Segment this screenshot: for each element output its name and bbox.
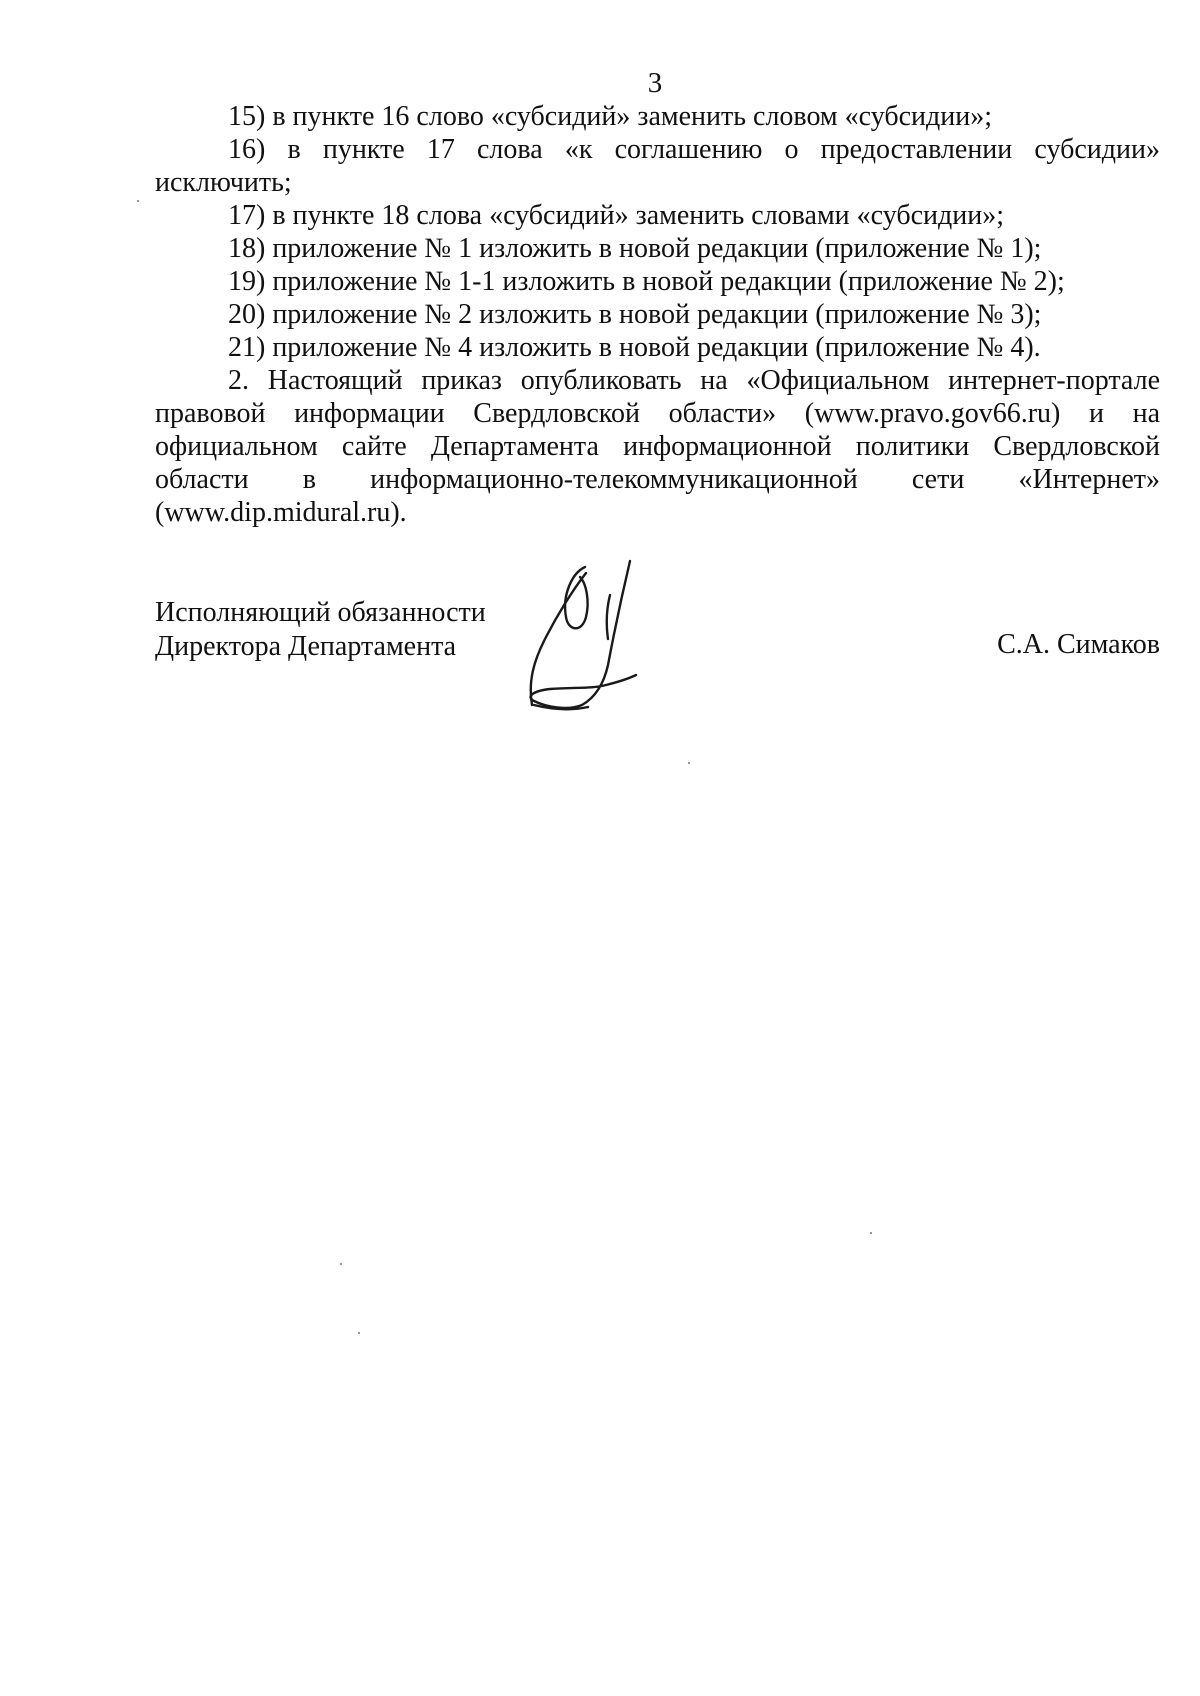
paragraph-item-15: 15) в пункте 16 слово «субсидий» заменить словом «субсидии»; [228,101,992,132]
paragraph-item-19: 19) приложение № 1-1 изложить в новой редакции (приложение № 2); [228,266,1065,297]
paragraph-item-18: 18) приложение № 1 изложить в новой редакции (приложение № 1); [228,233,1042,264]
scan-speck [137,200,139,202]
paragraph-item-16: 16) в пункте 17 слова «к соглашению о предоставлении субсидии» исключить; [155,134,1160,198]
scan-speck [870,1232,872,1234]
signatory-name: С.А. Симаков [997,629,1160,660]
page-number: 3 [647,67,663,99]
signatory-position-line-2: Директора Департамента [155,631,457,662]
scan-speck [688,762,690,764]
paragraph-item-20: 20) приложение № 2 изложить в новой редакции (приложение № 3); [228,299,1042,330]
scan-speck [340,1263,342,1265]
handwritten-signature [510,555,650,715]
paragraph-item-17: 17) в пункте 18 слова «субсидий» заменить словами «субсидии»; [228,200,1004,231]
signatory-position-line-1: Исполняющий обязанности [155,597,486,628]
paragraph-item-21: 21) приложение № 4 изложить в новой редакции (приложение № 4). [228,332,1041,363]
signature-block [155,596,1160,706]
scan-speck [358,1332,360,1334]
paragraph-publication: 2. Настоящий приказ опубликовать на «Официальном интернет-портале правовой информации Свердловской области» (www.pravo.gov66.ru) и на официальном сайте Департамента информационной политики Свердловской области в информационно-телекоммуникационной сети «Интернет» (www.dip.midural.ru). [155,365,1160,528]
document-body [155,100,1160,529]
signatory-position [155,596,486,664]
